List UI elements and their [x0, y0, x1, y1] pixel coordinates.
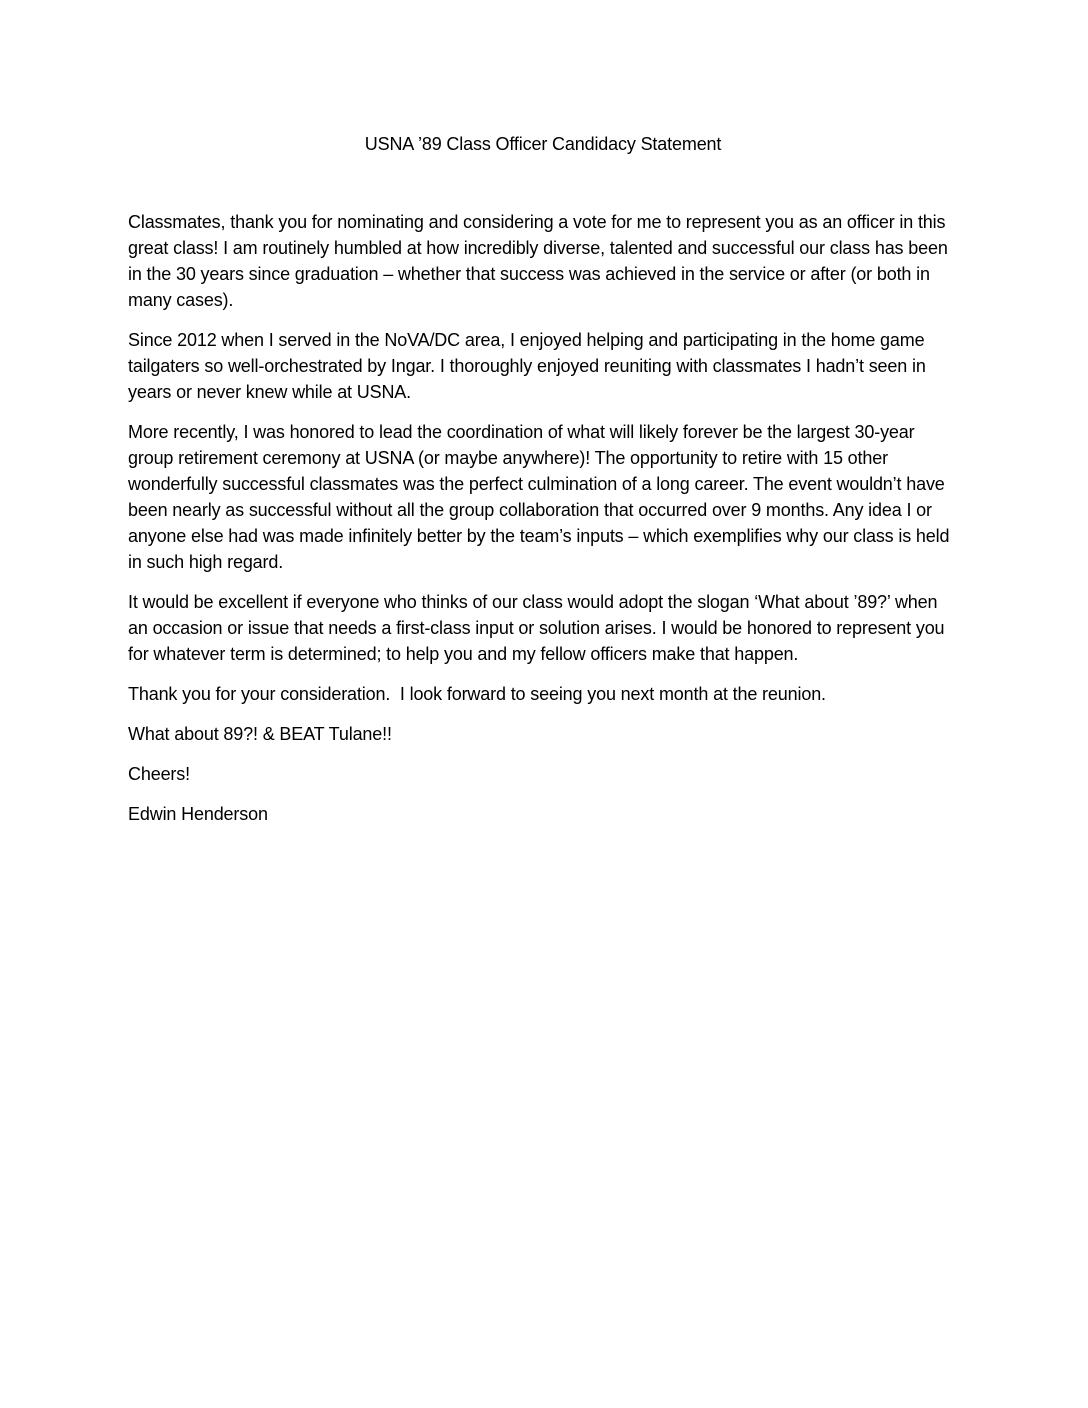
paragraph-slogan: It would be excellent if everyone who thinks of our class would adopt the slogan ‘What about ’89?’ when an occasion or issue that needs a first-class input or solution arises. I would be honored to represent you for whatever term is determined; to help you and my fellow officers make that happen.	[128, 592, 950, 664]
line-cheers: Cheers!	[128, 764, 190, 784]
line-beat-tulane: What about 89?! & BEAT Tulane!!	[128, 724, 392, 744]
paragraph-intro: Classmates, thank you for nominating and considering a vote for me to represent you as an officer in this great class! I am routinely humbled at how incredibly diverse, talented and successful our class has been in the 30 years since graduation – whether that success was achieved in the service or after (or both in many cases).	[128, 212, 953, 310]
document-title: USNA ’89 Class Officer Candidacy Statement	[364, 134, 722, 154]
paragraph-tailgaters: Since 2012 when I served in the NoVA/DC area, I enjoyed helping and participating in the home game tailgaters so well-orchestrated by Ingar. I thoroughly enjoyed reuniting with classmates I hadn’t seen in years or never knew while at USNA.	[128, 330, 931, 402]
paragraph-thanks: Thank you for your consideration. I look forward to seeing you next month at the reunion.	[128, 684, 826, 704]
signature-name: Edwin Henderson	[128, 804, 268, 824]
paragraph-retirement-ceremony: More recently, I was honored to lead the coordination of what will likely forever be the largest 30-year group retirement ceremony at USNA (or maybe anywhere)! The opportunity to retire with 15 other wonderfully successful classmates was the perfect culmination of a long career. The event wouldn’t have been nearly as successful without all the group collaboration that occurred over 9 months. Any idea I or anyone else had was made infinitely better by the team’s inputs – which exemplifies why our class is held in such high regard.	[128, 422, 955, 572]
